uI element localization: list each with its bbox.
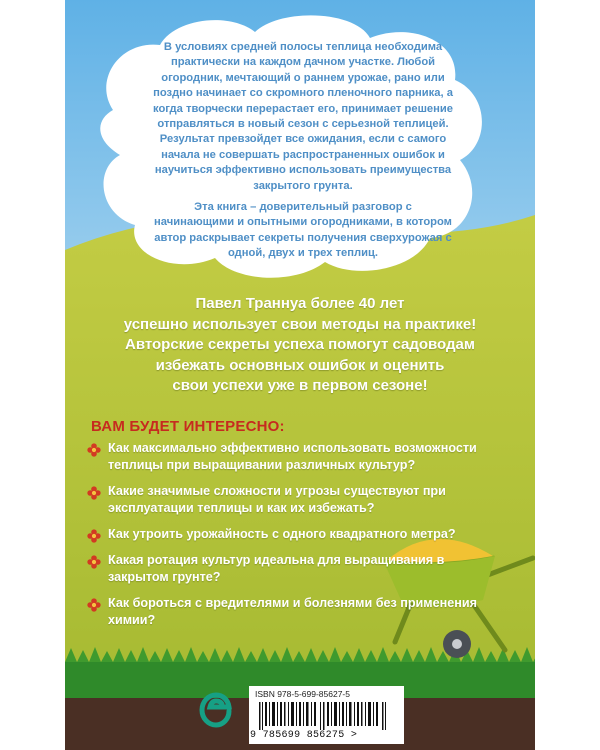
flower-icon [87,443,101,457]
flower-icon [87,529,101,543]
list-item [87,552,507,586]
list-item [87,440,507,474]
list-item-text: Какая ротация культур идеальна для выращивания в закрытом грунте? [108,553,445,584]
book-back-cover [65,0,535,750]
publisher-logo-icon [198,692,234,728]
barcode [255,702,393,730]
intro-line: успешно использует свои методы на практике! [123,315,477,333]
list-item-text: Как максимально эффективно использовать возможности теплицы при выращивании различных культур? [108,441,477,472]
cloud-description [153,40,453,268]
interest-list [87,440,507,638]
list-item-text: Какие значимые сложности и угрозы существуют при эксплуатации теплицы и как их избежать? [108,484,446,515]
isbn-barcode-box [249,686,404,744]
list-item [87,595,507,629]
list-item-text: Как утроить урожайность с одного квадратного метра? [108,527,456,541]
flower-icon [87,486,101,500]
list-item [87,483,507,517]
intro-line: Павел Траннуа более 40 лет [195,295,405,312]
flower-icon [87,598,101,612]
intro-line: свои успехи уже в первом сезоне! [172,377,428,394]
list-item-text: Как бороться с вредителями и болезнями без применения химии? [108,596,477,627]
description-paragraph: В условиях средней полосы теплица необходима практически на каждом дачном участке. Любой огородник, мечтающий о раннем урожае, рано или поздно начинает со скромного пленочного парника, а когда творчески перерастает его, принимает решение отправляться в новый сезон с серьезной теплицей. Результат превзойдет все ожидания, если с самого начала не совершать распространенных ошибок и научиться эффективно использовать преимущества закрытого грунта. [153,41,453,192]
interest-heading: ВАМ БУДЕТ ИНТЕРЕСНО: [91,418,285,435]
isbn-label: ISBN 978-5-699-85627-5 [255,689,350,699]
barcode-digits: 9 785699 856275 > [250,730,358,741]
author-intro [85,294,515,397]
flower-icon [87,555,101,569]
intro-line: избежать основных ошибок и оценить [155,356,445,374]
description-paragraph: Эта книга – доверительный разговор с начинающими и опытными огородниками, в котором автор раскрывает секреты получения сверхурожая с одной, двух и трех теплиц. [154,201,452,260]
list-item [87,526,507,543]
intro-line: Авторские секреты успеха помогут садоводам [125,336,475,353]
